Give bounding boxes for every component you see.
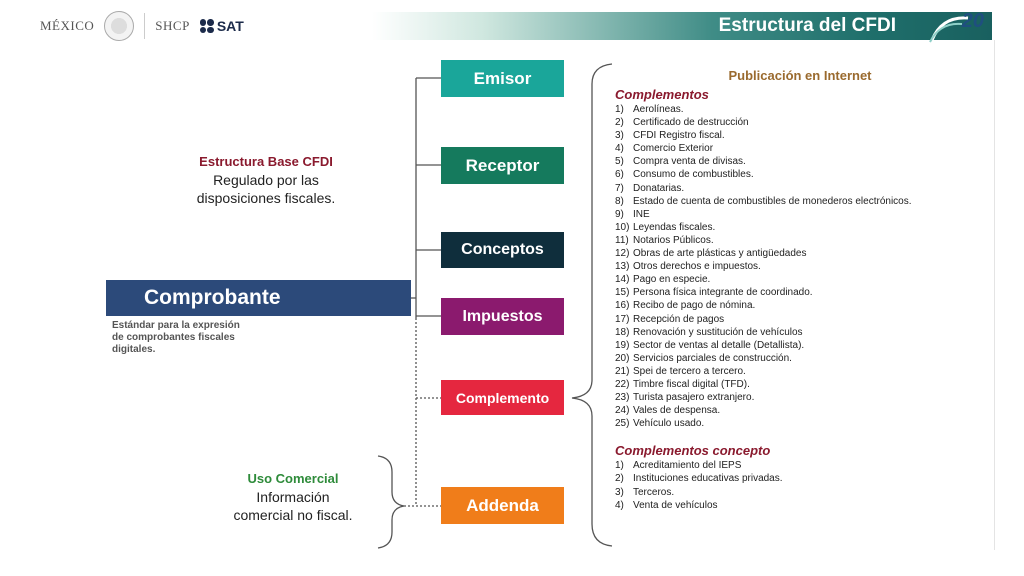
list-item-number: 9) [615,208,624,220]
list-item [615,299,985,312]
list-item-number: 3) [615,486,624,498]
page-title: Estructura del CFDI [718,15,896,36]
list-item [615,116,985,129]
list-item-text: Persona física integrante de coordinado. [633,287,813,299]
list-item-number: 16) [615,300,630,312]
right-brace [572,64,612,546]
list-item-number: 20) [615,352,630,364]
uso-note-line-2: comercial no fiscal. [233,507,353,523]
list-item [615,286,985,299]
logo-mexico: MÉXICO [40,18,95,33]
list-item-number: 21) [615,365,630,377]
uso-note [208,470,378,524]
addenda-box: Addenda [441,487,564,524]
list-item-number: 22) [615,378,630,390]
list-item-text: Venta de vehículos [633,499,718,511]
list-item [615,273,985,286]
badge-number: 20 [961,10,984,32]
list-item-number: 2) [615,473,624,485]
list-item [615,208,985,221]
list-item [615,486,985,499]
list-item [615,417,985,430]
uso-brace [378,456,404,548]
list-item-text: INE [633,208,650,220]
list-item [615,499,985,512]
list-item-number: 8) [615,195,624,207]
comprobante-box: Comprobante [106,280,411,316]
list-item-number: 15) [615,287,630,299]
list-item-number: 7) [615,182,624,194]
list-item [615,472,985,485]
list-item-text: Instituciones educativas privadas. [633,473,783,485]
list-item-number: 12) [615,248,630,260]
list-item-number: 1) [615,104,624,115]
list-item [615,365,985,378]
list-item [615,234,985,247]
list-item [615,247,985,260]
list-item-number: 17) [615,313,630,325]
list-item-text: Leyendas fiscales. [633,221,716,233]
right-panel [615,68,985,512]
list-item-number: 25) [615,418,630,430]
impuestos-box: Impuestos [441,298,564,335]
list-item-text: Spei de tercero a tercero. [633,365,746,377]
list-item-text: Vales de despensa. [633,405,721,417]
list-item-text: Pago en especie. [633,274,711,286]
list-item [615,260,985,273]
base-note-line-1: Regulado por las [213,172,319,188]
complemento-box: Complemento [441,380,564,415]
list-item [615,182,985,195]
list-item [615,155,985,168]
list-item-text: Timbre fiscal digital (TFD). [633,378,750,390]
list-item-text: Certificado de destrucción [633,117,749,129]
list-item-text: Otros derechos e impuestos. [633,261,761,273]
list-item-number: 4) [615,499,624,511]
logo-sat: SAT [200,18,244,34]
list-item [615,221,985,234]
list-item [615,378,985,391]
estandar-line-3: digitales. [112,344,156,355]
complementos-list [615,103,985,430]
list-item-number: 3) [615,130,624,142]
list-item-text: Turista pasajero extranjero. [633,392,755,404]
list-item-text: Recepción de pagos [633,313,725,325]
list-item [615,129,985,142]
list-item-number: 5) [615,156,624,168]
list-item-text: Renovación y sustitución de vehículos [633,326,803,338]
estandar-line-2: de comprobantes fiscales [112,332,235,343]
logo-shcp: SHCP [155,18,190,33]
base-note [168,153,364,207]
emisor-box: Emisor [441,60,564,97]
list-item [615,103,985,116]
list-item-text: Aerolíneas. [633,104,684,115]
list-item-text: Recibo de pago de nómina. [633,300,756,312]
list-item [615,459,985,472]
list-item [615,142,985,155]
list-item [615,168,985,181]
list-item-text: Consumo de combustibles. [633,169,754,181]
list-item-number: 14) [615,274,630,286]
list-item-number: 19) [615,339,630,351]
list-item-text: Estado de cuenta de combustibles de monederos electrónicos. [633,195,912,207]
list-item [615,313,985,326]
publication-heading: Publicación en Internet [728,68,872,83]
list-item-text: Compra venta de divisas. [633,156,746,168]
conceptos-box: Conceptos [441,232,564,268]
list-item-text: Acreditamiento del IEPS [633,460,742,472]
list-item-text: Donatarias. [633,182,685,194]
receptor-box: Receptor [441,147,564,184]
base-note-line-2: disposiciones fiscales. [196,190,336,206]
list-item-text: CFDI Registro fiscal. [633,130,725,142]
list-item-number: 1) [615,460,624,472]
base-note-heading: Estructura Base CFDI [199,154,333,169]
list-item-number: 6) [615,169,624,181]
list-item [615,195,985,208]
list-item-text: Terceros. [633,486,675,498]
list-item-number: 2) [615,117,624,129]
list-item-number: 4) [615,143,624,155]
list-item-text: Comercio Exterior [633,143,714,155]
uso-note-heading: Uso Comercial [247,471,339,486]
estandar-note [112,320,312,356]
list-item [615,339,985,352]
list-item-number: 11) [615,234,629,246]
list-item-text: Obras de arte plásticas y antigüedades [633,248,807,260]
list-item [615,326,985,339]
list-item-number: 24) [615,405,630,417]
list-item-number: 13) [615,261,630,273]
estandar-line-1: Estándar para la expresión [112,320,240,331]
uso-note-line-1: Información [256,489,330,505]
list-item-text: Servicios parciales de construcción. [633,352,792,364]
list-item-number: 18) [615,326,630,338]
list-item-text: Notarios Públicos. [633,234,714,246]
list-item-text: Vehículo usado. [633,418,705,430]
concepto-heading: Complementos concepto [615,443,771,459]
list-item [615,352,985,365]
list-item [615,404,985,417]
list-item [615,391,985,404]
list-item-number: 10) [615,221,630,233]
complementos-heading: Complementos [615,87,709,102]
concepto-list [615,459,985,511]
list-item-number: 23) [615,392,630,404]
list-item-text: Sector de ventas al detalle (Detallista). [633,339,805,351]
